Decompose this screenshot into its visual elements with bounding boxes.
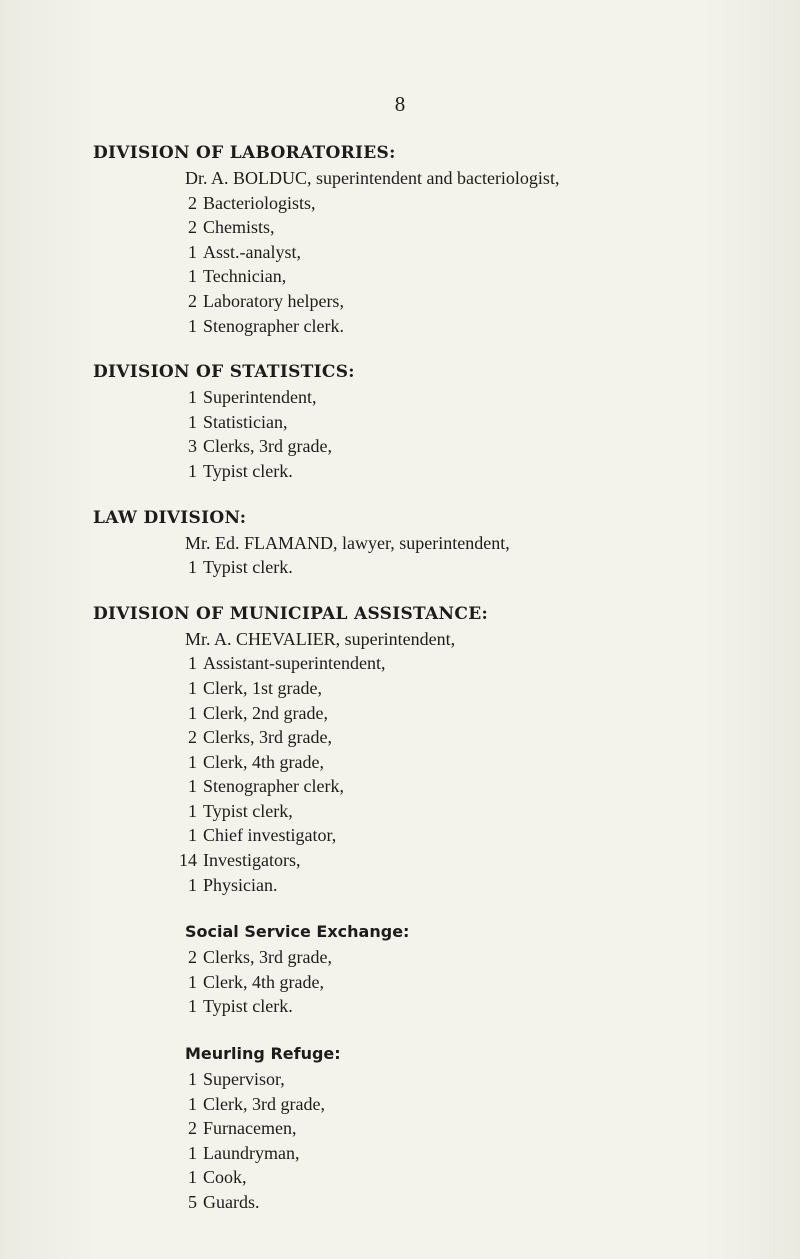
item-text: Cook,	[203, 1167, 247, 1188]
item-qty: 1	[188, 1069, 197, 1090]
item-text: Physician.	[203, 874, 278, 895]
list-item	[185, 676, 770, 701]
item-qty: 1	[188, 751, 197, 772]
item-qty: 1	[188, 241, 197, 262]
item-text: Typist clerk.	[203, 557, 293, 578]
item-qty: 1	[188, 1167, 197, 1188]
item-text: Dr. A. BOLDUC, superintendent and bacteriologist,	[185, 168, 560, 188]
section-statistics	[90, 359, 770, 483]
list-item	[185, 1092, 770, 1117]
item-qty: 2	[188, 290, 197, 311]
item-text: Technician,	[203, 266, 287, 287]
item-text: Asst.-analyst,	[203, 241, 301, 262]
section-heading: DIVISION OF STATISTICS:	[93, 362, 355, 383]
item-qty: 1	[188, 1093, 197, 1114]
item-text: Clerk, 1st grade,	[203, 677, 322, 698]
list-item	[185, 627, 770, 652]
item-text: Mr. Ed. FLAMAND, lawyer, superintendent,	[185, 532, 510, 553]
list-item	[185, 945, 770, 970]
list-item	[185, 1116, 770, 1141]
list-item	[185, 240, 770, 265]
item-qty: 1	[188, 874, 197, 895]
item-qty: 2	[188, 947, 197, 968]
list-item	[185, 799, 770, 824]
staff-list	[90, 385, 770, 483]
item-text: Clerk, 3rd grade,	[203, 1093, 325, 1114]
item-qty: 1	[188, 387, 197, 408]
list-item	[185, 701, 770, 726]
item-text: Statistician,	[203, 411, 288, 432]
item-qty: 2	[188, 192, 197, 213]
item-text: Investigators,	[203, 850, 301, 871]
item-qty: 1	[188, 653, 197, 674]
item-text: Clerks, 3rd grade,	[203, 727, 332, 748]
section-heading: DIVISION OF MUNICIPAL ASSISTANCE:	[93, 603, 489, 624]
page-number: 8	[394, 92, 406, 116]
subsection-heading: Meurling Refuge:	[185, 1044, 341, 1064]
list-item	[185, 289, 770, 314]
list-item	[179, 848, 770, 873]
item-qty: 1	[188, 460, 197, 481]
subsection-meurling-refuge	[90, 1041, 770, 1215]
item-qty: 1	[188, 266, 197, 287]
list-item	[185, 823, 770, 848]
item-qty: 1	[188, 677, 197, 698]
item-qty: 14	[179, 850, 197, 871]
list-item	[185, 264, 770, 289]
list-item	[185, 750, 770, 775]
item-text: Typist clerk.	[203, 460, 293, 481]
item-qty: 1	[188, 825, 197, 846]
staff-list	[90, 627, 770, 898]
item-qty: 2	[188, 727, 197, 748]
item-text: Bacteriologists,	[203, 192, 316, 213]
list-item	[185, 1067, 770, 1092]
list-item	[185, 410, 770, 435]
list-item	[185, 531, 770, 556]
item-qty: 1	[188, 411, 197, 432]
item-text: Clerks, 3rd grade,	[203, 436, 332, 457]
item-text: Clerk, 4th grade,	[203, 751, 324, 772]
list-item	[185, 651, 770, 676]
item-qty: 2	[188, 217, 197, 238]
staff-list	[90, 531, 770, 580]
list-item	[185, 385, 770, 410]
item-qty: 1	[188, 971, 197, 992]
subsection-social-service-exchange	[90, 919, 770, 1019]
list-item	[185, 459, 770, 484]
item-text: Mr. A. CHEVALIER, superintendent,	[185, 628, 456, 649]
page-content	[90, 140, 770, 1215]
staff-list	[90, 1067, 770, 1215]
list-item	[185, 873, 770, 898]
item-text: Laundryman,	[203, 1142, 300, 1163]
list-item	[185, 970, 770, 995]
item-text: Supervisor,	[203, 1069, 285, 1090]
item-text: Superintendent,	[203, 387, 317, 408]
item-qty: 1	[188, 557, 197, 578]
item-text: Stenographer clerk,	[203, 776, 344, 797]
item-text: Typist clerk.	[203, 996, 293, 1017]
item-text: Chief investigator,	[203, 825, 337, 846]
list-item	[185, 725, 770, 750]
item-text: Assistant-superintendent,	[203, 653, 386, 674]
item-text: Laboratory helpers,	[203, 290, 344, 311]
item-text: Furnacemen,	[203, 1118, 297, 1139]
item-qty: 3	[188, 436, 197, 457]
item-qty: 1	[188, 800, 197, 821]
item-qty: 5	[188, 1192, 197, 1212]
list-item	[185, 1190, 770, 1215]
list-item	[185, 1165, 770, 1190]
list-item	[185, 215, 770, 240]
item-text: Typist clerk,	[203, 800, 293, 821]
section-heading: DIVISION OF LABORATORIES:	[93, 143, 396, 163]
list-item	[185, 774, 770, 799]
list-item	[185, 1141, 770, 1166]
list-item	[185, 166, 770, 191]
list-item	[185, 191, 770, 216]
item-qty: 1	[188, 1142, 197, 1163]
item-qty: 1	[188, 315, 197, 336]
section-heading: LAW DIVISION:	[93, 507, 247, 528]
item-text: Chemists,	[203, 217, 275, 238]
item-text: Stenographer clerk.	[203, 315, 344, 336]
list-item	[185, 555, 770, 580]
item-text: Clerks, 3rd grade,	[203, 947, 332, 968]
item-qty: 1	[188, 996, 197, 1017]
item-text: Clerk, 4th grade,	[203, 971, 324, 992]
staff-list	[90, 945, 770, 1019]
subsection-heading: Social Service Exchange:	[185, 922, 410, 942]
item-qty: 1	[188, 702, 197, 723]
staff-list	[90, 166, 770, 338]
item-text: Clerk, 2nd grade,	[203, 702, 328, 723]
item-qty: 2	[188, 1118, 197, 1139]
list-item	[185, 434, 770, 459]
list-item	[185, 994, 770, 1019]
list-item	[185, 314, 770, 339]
item-text: Guards.	[203, 1192, 260, 1212]
section-laboratories	[90, 140, 770, 338]
item-qty: 1	[188, 776, 197, 797]
section-law	[90, 505, 770, 580]
section-municipal-assistance	[90, 601, 770, 898]
